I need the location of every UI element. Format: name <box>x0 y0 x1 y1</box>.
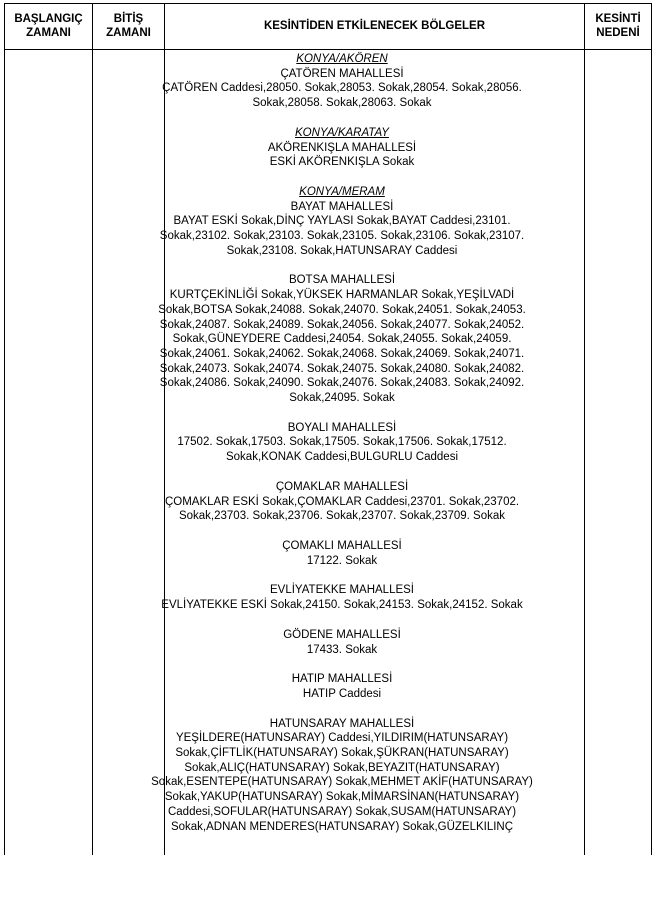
header-end-line2: ZAMANI <box>106 27 151 39</box>
street-list-line: Sokak,YAKUP(HATUNSARAY) Sokak,MİMARSİNAN(HATUNSARAY) <box>164 791 520 804</box>
header-reason-line2: NEDENİ <box>596 27 640 39</box>
area-block <box>98 672 586 701</box>
neighborhood-name: GÖDENE MAHALLESİ <box>283 628 401 641</box>
neighborhood-name: ÇATÖREN MAHALLESİ <box>280 67 404 80</box>
table-left-border <box>4 3 5 855</box>
street-list-line: Sokak,ALIÇ(HATUNSARAY) Sokak,BEYAZIT(HATUNSARAY) <box>184 761 500 774</box>
header-reason-line1: KESİNTİ <box>595 13 641 25</box>
street-list-line: ESKİ AKÖRENKIŞLA Sokak <box>269 156 415 169</box>
street-list-line: Sokak,24086. Sokak,24090. Sokak,24076. Sokak,24083. Sokak,24092. <box>159 377 525 390</box>
neighborhood-name: ÇOMAKLI MAHALLESİ <box>282 539 402 552</box>
header-start-line1: BAŞLANGIÇ <box>14 13 83 25</box>
street-list-line: YEŞİLDERE(HATUNSARAY) Caddesi,YILDIRIM(HATUNSARAY) <box>175 732 509 745</box>
neighborhood-name: HATUNSARAY MAHALLESİ <box>269 717 415 730</box>
street-list-line: 17122. Sokak <box>306 554 378 567</box>
neighborhood-name: EVLİYATEKKE MAHALLESİ <box>269 584 415 597</box>
street-list-line: Sokak,ESENTEPE(HATUNSARAY) Sokak,MEHMET AKİF(HATUNSARAY) <box>151 776 533 789</box>
header-areas-label: KESİNTİDEN ETKİLENECEK BÖLGELER <box>263 20 486 32</box>
column-divider <box>92 3 93 855</box>
street-list-line: Caddesi,SOFULAR(HATUNSARAY) Sokak,SUSAM(HATUNSARAY) <box>167 805 517 818</box>
street-list-line: Sokak,24061. Sokak,24062. Sokak,24068. Sokak,24069. Sokak,24071. <box>159 347 525 360</box>
street-list-line: Sokak,KONAK Caddesi,BULGURLU Caddesi <box>225 451 459 464</box>
street-list-line: Sokak,24087. Sokak,24089. Sokak,24056. Sokak,24077. Sokak,24052. <box>159 318 525 331</box>
header-start-time <box>5 4 92 48</box>
street-list-line: 17502. Sokak,17503. Sokak,17505. Sokak,17506. Sokak,17512. <box>177 436 507 449</box>
street-list-line: Sokak,GÜNEYDERE Caddesi,24054. Sokak,24055. Sokak,24059. <box>172 333 512 346</box>
street-list-line: Sokak,23703. Sokak,23706. Sokak,23707. Sokak,23709. Sokak <box>178 510 506 523</box>
outage-table <box>4 3 652 855</box>
neighborhood-name: AKÖRENKIŞLA MAHALLESİ <box>267 141 417 154</box>
neighborhood-name: BOYALI MAHALLESİ <box>287 421 397 434</box>
street-list-line: Sokak,28058. Sokak,28063. Sokak <box>252 97 432 110</box>
street-list-line: Sokak,ÇİFTLİK(HATUNSARAY) Sokak,ŞÜKRAN(HATUNSARAY) <box>175 747 509 760</box>
street-list-line: EVLİYATEKKE ESKİ Sokak,24150. Sokak,24153. Sokak,24152. Sokak <box>161 599 523 612</box>
header-affected-areas <box>165 4 584 48</box>
area-block <box>98 273 586 405</box>
area-block <box>98 628 586 657</box>
street-list-line: BAYAT ESKİ Sokak,DİNÇ YAYLASI Sokak,BAYAT Caddesi,23101. <box>173 215 511 228</box>
area-block <box>98 421 586 465</box>
area-block <box>98 185 586 259</box>
header-end-time <box>93 4 164 48</box>
area-block <box>98 52 586 111</box>
street-list-line: Sokak,24095. Sokak <box>289 392 395 405</box>
header-end-line1: BİTİŞ <box>113 13 144 25</box>
street-list-line: Sokak,ADNAN MENDERES(HATUNSARAY) Sokak,GÜZELKILINÇ <box>170 820 514 833</box>
street-list-line: Sokak,24073. Sokak,24074. Sokak,24075. Sokak,24080. Sokak,24082. <box>159 362 525 375</box>
region-heading: KONYA/AKÖREN <box>296 53 388 65</box>
area-block <box>98 480 586 524</box>
street-list-line: Sokak,23102. Sokak,23103. Sokak,23105. Sokak,23106. Sokak,23107. <box>159 230 525 243</box>
neighborhood-name: HATIP MAHALLESİ <box>291 673 393 686</box>
street-list-line: ÇATÖREN Caddesi,28050. Sokak,28053. Sokak,28054. Sokak,28056. <box>162 82 522 95</box>
neighborhood-name: BAYAT MAHALLESİ <box>290 200 394 213</box>
area-block <box>98 539 586 568</box>
street-list-line: 17433. Sokak <box>306 643 378 656</box>
table-right-border <box>651 3 652 855</box>
area-block <box>98 126 586 170</box>
neighborhood-name: ÇOMAKLAR MAHALLESİ <box>275 480 409 493</box>
region-heading: KONYA/KARATAY <box>295 126 389 139</box>
street-list-line: ÇOMAKLAR ESKİ Sokak,ÇOMAKLAR Caddesi,23701. Sokak,23702. <box>164 495 520 508</box>
street-list-line: Sokak,BOTSA Sokak,24088. Sokak,24070. Sokak,24051. Sokak,24053. <box>158 303 526 316</box>
region-heading: KONYA/MERAM <box>299 185 385 198</box>
street-list-line: Sokak,23108. Sokak,HATUNSARAY Caddesi <box>226 244 458 257</box>
street-list-line: HATIP Caddesi <box>302 687 382 700</box>
header-outage-reason <box>585 4 651 48</box>
header-bottom-border <box>4 49 652 50</box>
neighborhood-name: BOTSA MAHALLESİ <box>288 274 396 287</box>
street-list-line: KURTÇEKİNLİĞİ Sokak,YÜKSEK HARMANLAR Sokak,YEŞİLVADİ <box>169 289 515 302</box>
affected-areas-cell <box>98 52 586 849</box>
area-block <box>98 583 586 612</box>
area-block <box>98 717 586 835</box>
header-start-line2: ZAMANI <box>26 27 71 39</box>
